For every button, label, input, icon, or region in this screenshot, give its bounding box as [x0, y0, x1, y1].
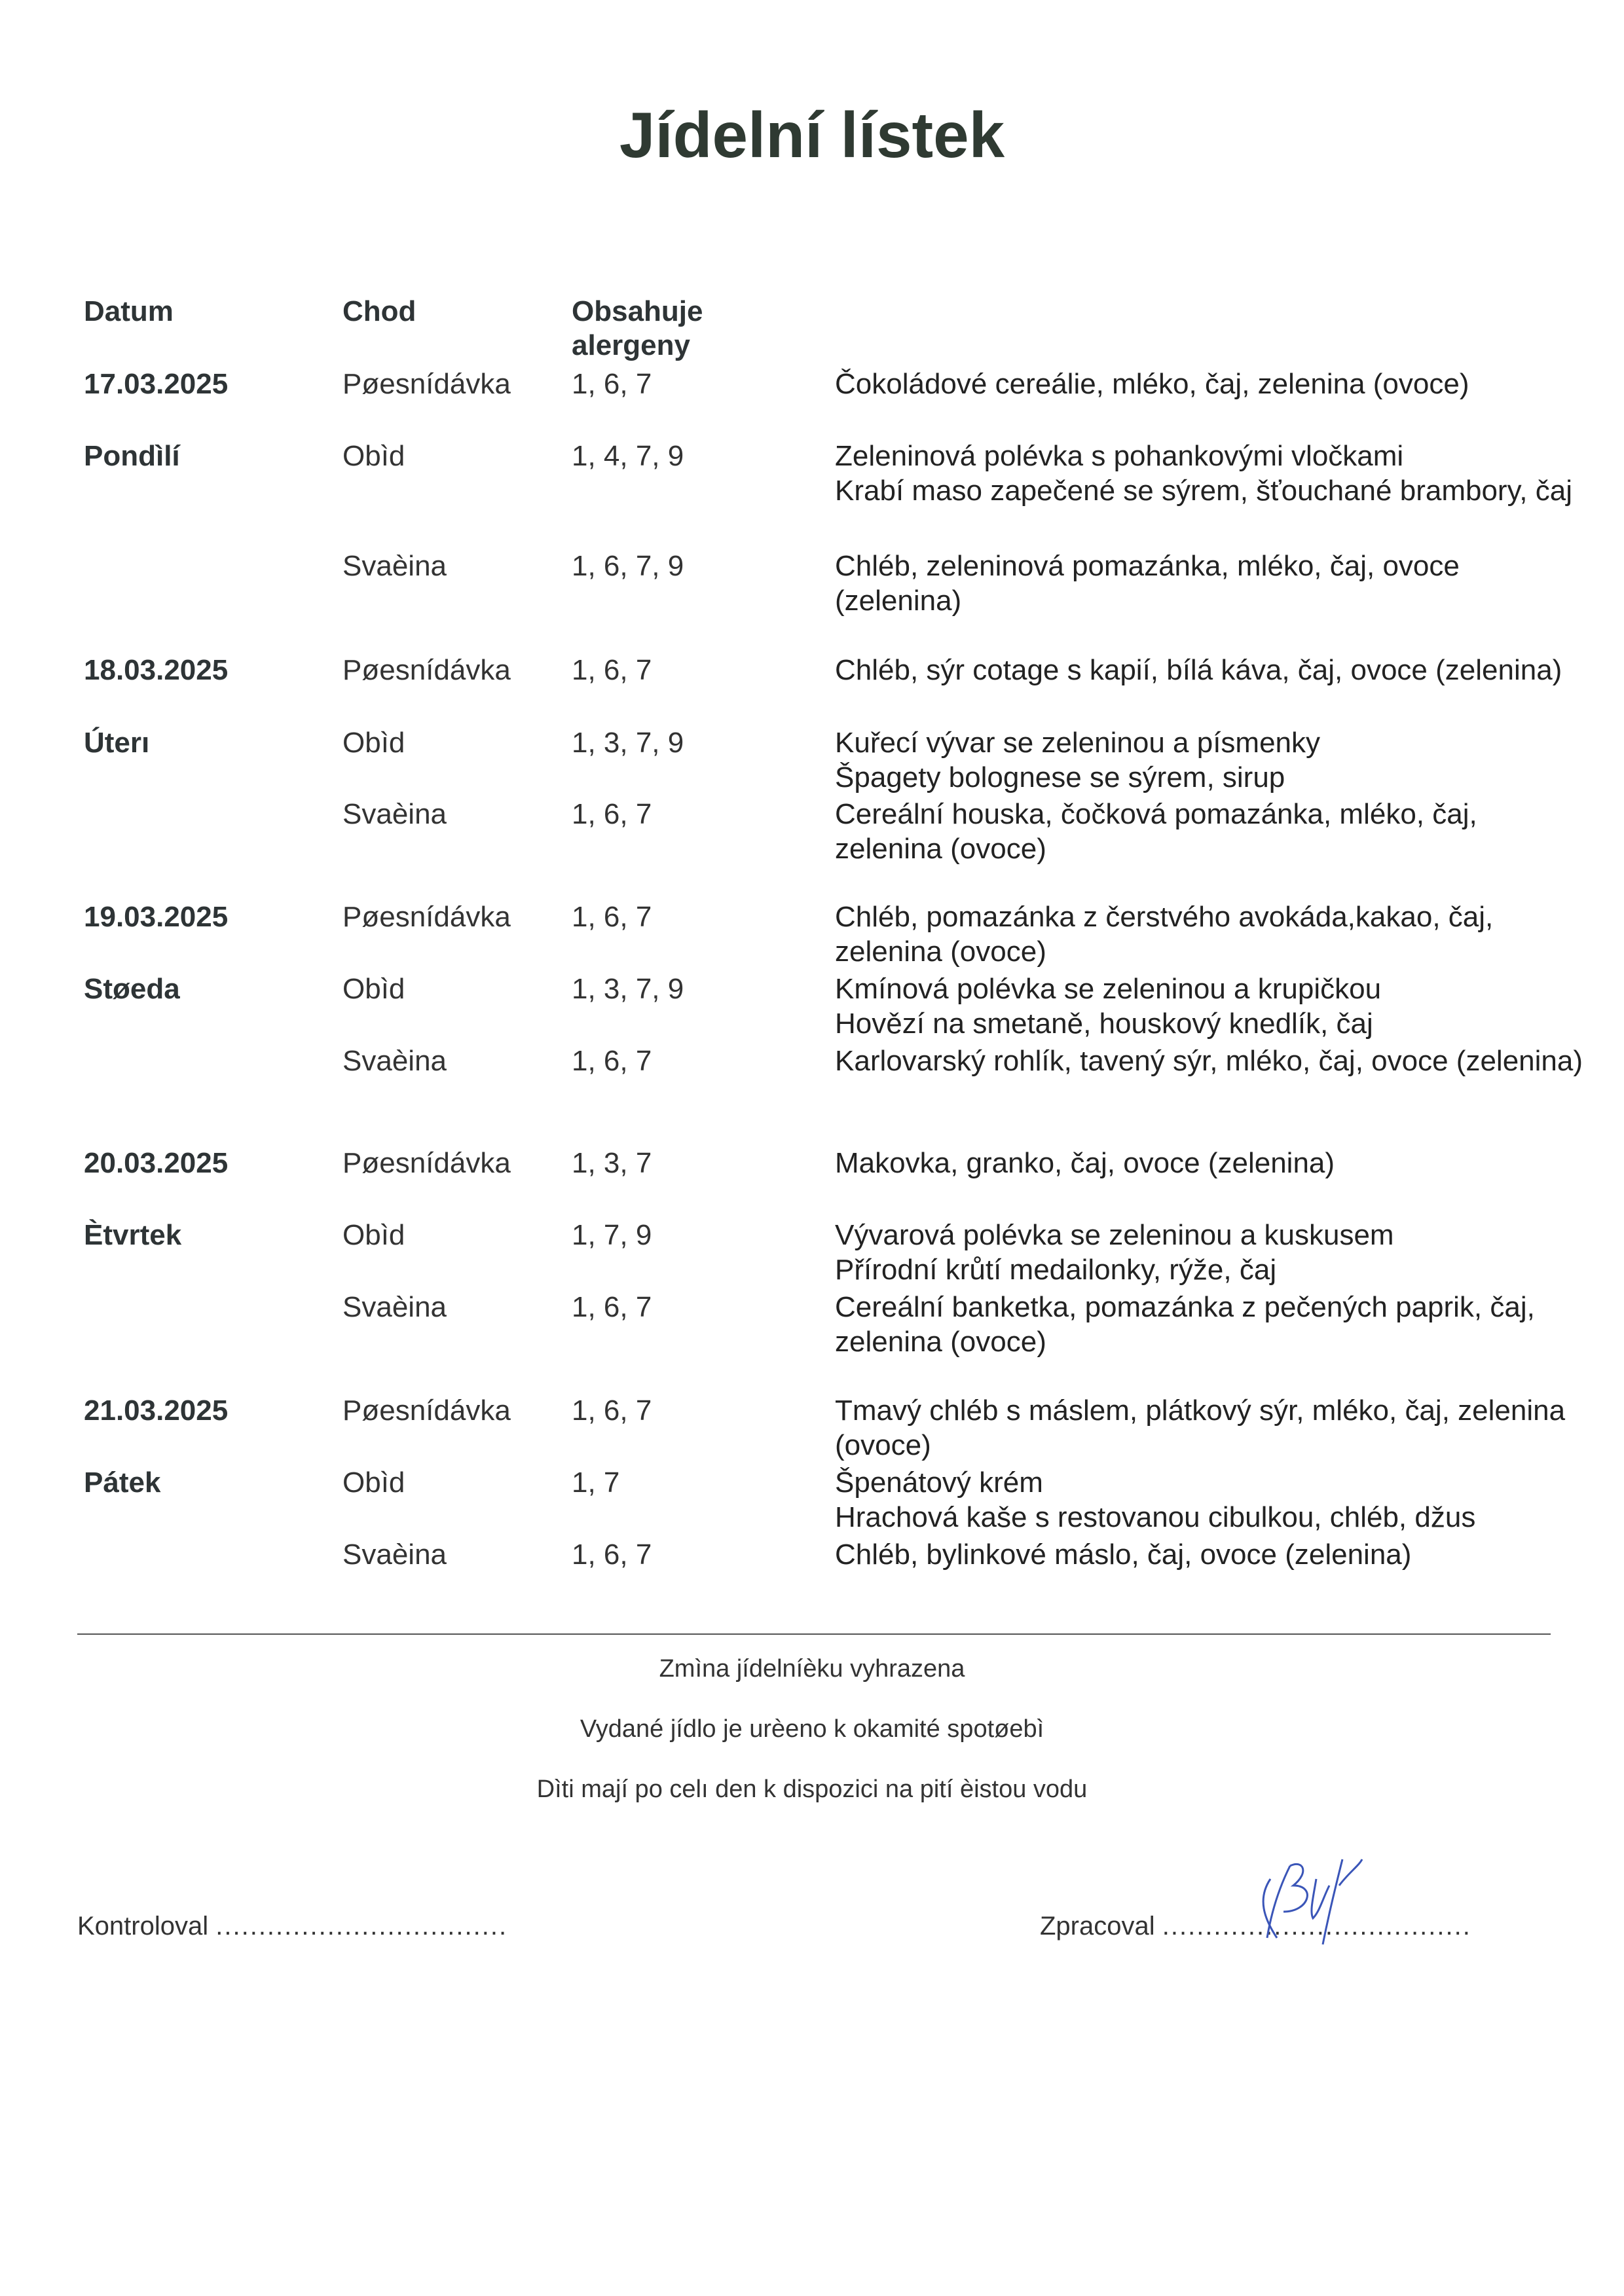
row-food: Kuřecí vývar se zeleninou a písmenky Špagety bolognese se sýrem, sirup: [835, 727, 1321, 793]
note-consume-immediately: Vydané jídlo je urèeno k okamité spotøebì: [580, 1715, 1044, 1743]
row-food: Chléb, sýr cotage s kapií, bílá káva, čaj, ovoce (zelenina): [835, 654, 1562, 686]
row-food: Makovka, granko, čaj, ovoce (zelenina): [835, 1147, 1335, 1179]
row-allergens: 1, 6, 7: [572, 901, 652, 933]
row-allergens: 1, 6, 7: [572, 368, 652, 400]
row-course: Obìd: [342, 727, 405, 759]
row-course: Svaèina: [342, 1539, 447, 1571]
row-course: Pøesnídávka: [342, 1147, 511, 1179]
row-allergens: 1, 4, 7, 9: [572, 440, 684, 472]
row-allergens: 1, 3, 7, 9: [572, 973, 684, 1005]
row-course: Pøesnídávka: [342, 901, 511, 933]
header-course: Chod: [342, 295, 416, 327]
row-course: Obìd: [342, 1219, 405, 1251]
page-title: Jídelní lístek: [619, 99, 1005, 171]
row-date: Pondìlí: [84, 440, 180, 472]
header-allergens: Obsahuje alergeny: [572, 295, 703, 361]
row-date: Pátek: [84, 1467, 161, 1499]
row-food: Kmínová polévka se zeleninou a krupičkou Hovězí na smetaně, houskový knedlík, čaj: [835, 973, 1382, 1040]
row-food: Čokoládové cereálie, mléko, čaj, zelenina (ovoce): [835, 368, 1469, 400]
row-food: Vývarová polévka se zeleninou a kuskusem Přírodní krůtí medailonky, rýže, čaj: [835, 1219, 1394, 1286]
row-food: Chléb, pomazánka z čerstvého avokáda,kakao, čaj, zelenina (ovoce): [835, 901, 1494, 968]
checked-by-line: ..................................: [215, 1912, 508, 1941]
row-allergens: 1, 6, 7: [572, 798, 652, 830]
row-food: Tmavý chléb s máslem, plátkový sýr, mléko, čaj, zelenina (ovoce): [835, 1394, 1566, 1461]
row-food: Chléb, zeleninová pomazánka, mléko, čaj, ovoce (zelenina): [835, 550, 1460, 617]
row-allergens: 1, 6, 7: [572, 1291, 652, 1323]
checked-by: [77, 1912, 507, 1941]
row-course: Svaèina: [342, 798, 447, 830]
prepared-by-line: ....................................: [1162, 1912, 1471, 1941]
row-allergens: 1, 6, 7, 9: [572, 550, 684, 582]
row-food: Karlovarský rohlík, tavený sýr, mléko, čaj, ovoce (zelenina): [835, 1045, 1583, 1077]
handwritten-signature: [1231, 1840, 1388, 1958]
row-food: Cereální banketka, pomazánka z pečených paprik, čaj, zelenina (ovoce): [835, 1291, 1535, 1358]
row-food: Špenátový krém Hrachová kaše s restovanou cibulkou, chléb, džus: [835, 1467, 1476, 1533]
row-date: Støeda: [84, 973, 180, 1005]
checked-by-label: Kontroloval: [77, 1912, 209, 1941]
row-course: Svaèina: [342, 550, 447, 582]
row-course: Pøesnídávka: [342, 1394, 511, 1427]
note-menu-change: Zmìna jídelníèku vyhrazena: [659, 1655, 965, 1683]
row-date: Ètvrtek: [84, 1219, 182, 1251]
row-course: Svaèina: [342, 1045, 447, 1077]
row-allergens: 1, 6, 7: [572, 654, 652, 686]
row-date: 21.03.2025: [84, 1394, 229, 1427]
row-date: 19.03.2025: [84, 901, 229, 933]
row-food: Zeleninová polévka s pohankovými vločkami Krabí maso zapečené se sýrem, šťouchané brambory, čaj: [835, 440, 1572, 507]
prepared-by-label: Zpracoval: [1040, 1912, 1155, 1941]
row-food: Cereální houska, čočková pomazánka, mléko, čaj, zelenina (ovoce): [835, 798, 1477, 865]
row-course: Svaèina: [342, 1291, 447, 1323]
row-date: 18.03.2025: [84, 654, 229, 686]
row-date: 17.03.2025: [84, 368, 229, 400]
row-allergens: 1, 6, 7: [572, 1394, 652, 1427]
row-course: Obìd: [342, 440, 405, 472]
row-food: Chléb, bylinkové máslo, čaj, ovoce (zelenina): [835, 1539, 1412, 1571]
row-allergens: 1, 7: [572, 1467, 620, 1499]
header-date: Datum: [84, 295, 174, 327]
row-course: Obìd: [342, 973, 405, 1005]
row-allergens: 1, 3, 7, 9: [572, 727, 684, 759]
row-allergens: 1, 3, 7: [572, 1147, 652, 1179]
row-allergens: 1, 7, 9: [572, 1219, 652, 1251]
note-drinking-water: Dìti mají po celı den k dispozici na pití èistou vodu: [536, 1776, 1088, 1803]
row-allergens: 1, 6, 7: [572, 1539, 652, 1571]
row-date: Úterı: [84, 727, 150, 759]
row-date: 20.03.2025: [84, 1147, 229, 1179]
row-course: Obìd: [342, 1467, 405, 1499]
row-course: Pøesnídávka: [342, 368, 511, 400]
row-allergens: 1, 6, 7: [572, 1045, 652, 1077]
footer-divider: [77, 1633, 1551, 1635]
row-course: Pøesnídávka: [342, 654, 511, 686]
